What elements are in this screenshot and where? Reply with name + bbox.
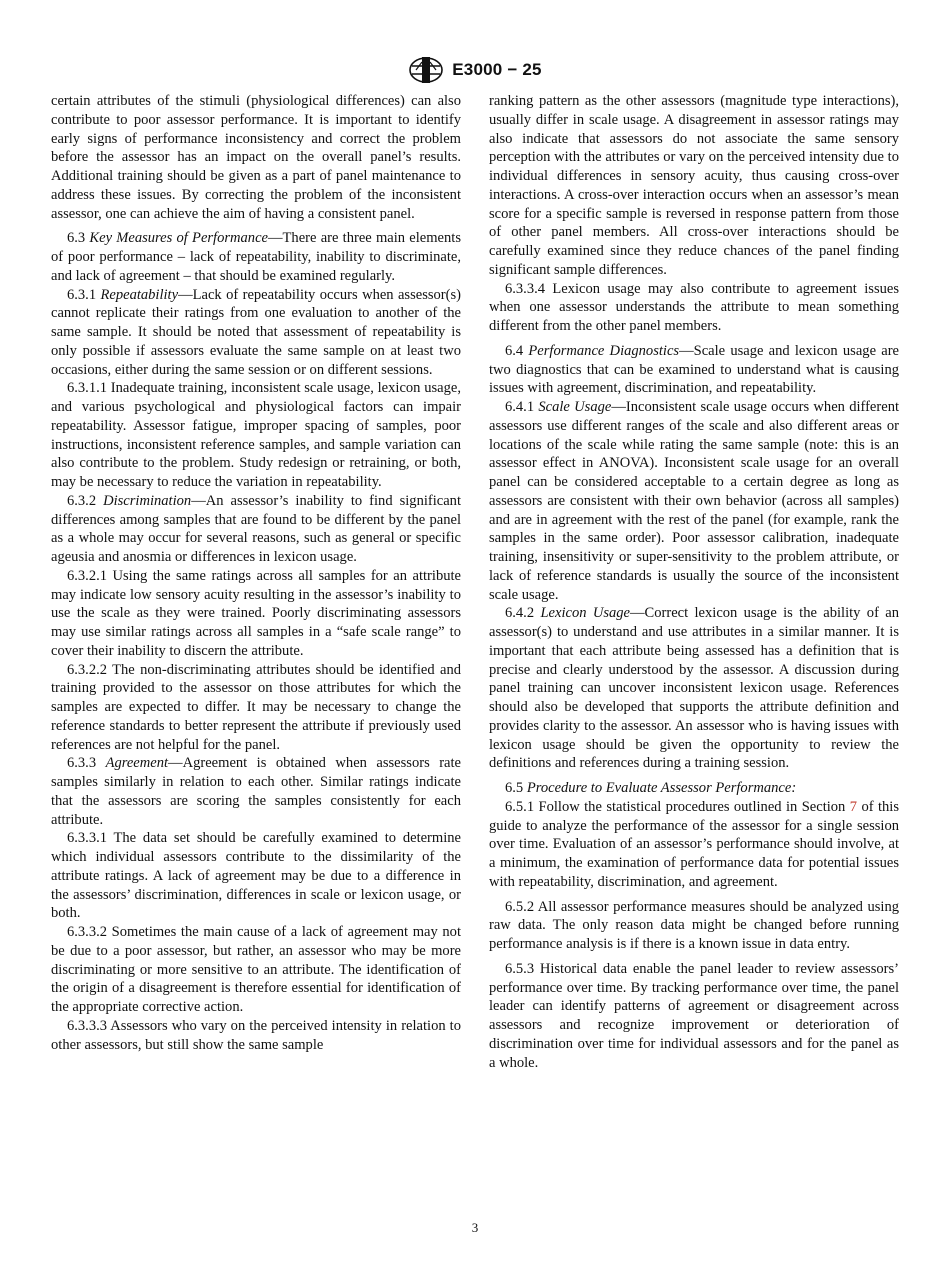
paragraph: 6.3.3.1 The data set should be carefully examined to determine which individual assessors contribute to the dissimilarity of the attribute ratings. A lack of agreement may be due to a difference in the assessors’ discrimination, differences in scale or lexicon usage, or both. bbox=[51, 830, 461, 922]
section-6-5-1 bbox=[489, 798, 899, 892]
section-6-5 bbox=[489, 779, 899, 798]
section-title: Discrimination bbox=[103, 492, 192, 509]
right-column bbox=[489, 92, 899, 1072]
section-6-3-2 bbox=[51, 492, 461, 567]
section-title: Lexicon Usage bbox=[540, 605, 630, 622]
section-6-4-1 bbox=[489, 398, 899, 604]
section-title: Key Measures of Performance bbox=[89, 230, 268, 247]
section-text: 6.5.1 Follow the statistical procedures outlined in Section bbox=[505, 798, 850, 815]
paragraph: 6.5.2 All assessor performance measures should be analyzed using raw data. The only reason data might be changed before running performance analysis is if there is a known issue in data entry. bbox=[489, 898, 899, 952]
section-number: 6.3 bbox=[67, 230, 86, 247]
paragraph: 6.3.3.2 Sometimes the main cause of a lack of agreement may not be due to a poor assessor, but rather, an assessor who may be more discriminating or more sensitive to an attribute. The identification of the origin of a disagreement is therefore essential for identification of the appropriate corrective action. bbox=[51, 924, 461, 1015]
section-text: —An assessor’s inability to find significant differences among samples that are found to be different by the panel as a whole may occur for several reasons, such as general or specific ageusia and anosmia or differences in lexicon usage. bbox=[51, 492, 461, 565]
section-title: Scale Usage bbox=[538, 399, 612, 415]
left-column bbox=[51, 92, 461, 1054]
section-title: Repeatability bbox=[100, 286, 179, 303]
paragraph: 6.3.2.2 The non-discriminating attributes should be identified and training provided to the assessor on those attributes for which the samples are expected to differ. It may be necessary to change the reference standards to better represent the attribute if previously used references are not helpful for the panel. bbox=[51, 661, 461, 753]
section-title: Agreement bbox=[105, 755, 169, 772]
section-text: —Inconsistent scale usage occurs when different assessors use different ranges of the scale and also different areas or locations of the scale while rating the same sample (note: this is an assessor effect in ANOVA). Inconsistent scale usage for an overall panel can be considered acceptable to a certain degree as long as assessors are consistent with their own behavior (across all samples) and are in agreement with the rest of the panel (for example, rank the samples in the same order). Poor assessor calibration, inadequate training, insensitivity or super-sensitivity to the problem attribute, or lack of reference standards is usually the source of the inconsistent scale usage. bbox=[489, 399, 900, 603]
section-6-3 bbox=[51, 229, 461, 285]
section-6-4-2 bbox=[489, 604, 899, 773]
section-text: —Lack of repeatability occurs when assessor(s) cannot replicate their ratings from one evaluation to another of the same sample. It should be noted that assessment of repeatability is only possible if assessors evaluate the same sample on at least two occasions, either during the same session or on different sessions. bbox=[51, 286, 461, 378]
section-title: Procedure to Evaluate Assessor Performance: bbox=[526, 780, 797, 796]
section-text: —Correct lexicon usage is the ability of an assessor(s) to understand and use attributes in a similar manner. It is important that each attribute being assessed has a definition that is precise and clearly understood by the assessor. A discussion during panel training can uncover inconsistent lexicon usage. References should also be developed that supports the attribute definition and provides clarity to the assessor. An assessor who is having issues with lexicon usage should be given the opportunity to review the definitions and references during a training session. bbox=[489, 605, 899, 772]
paragraph: ranking pattern as the other assessors (magnitude type interactions), usually differ in scale usage. A disagreement in assessor ratings may also indicate that assessors do not associate the same sensory perception with the attributes or vary on the perceived intensity due to individual differences in sensory acuity, thus causing cross-over interactions. A cross-over interaction occurs when an assessor’s mean score for a specific sample is reversed in response pattern from those of other panel members. All cross-over interactions should be carefully examined since they reduce chances of the panel finding significant sample differences. bbox=[489, 93, 899, 278]
section-number: 6.4 bbox=[505, 342, 524, 359]
section-number: 6.5 bbox=[505, 780, 524, 796]
paragraph: 6.3.2.1 Using the same ratings across all samples for an attribute may indicate low sensory acuity resulting in the assessor’s inability to use the scale as they were trained. Poorly discriminating assessors may use similar ratings across all samples in a “safe scale range” to cover their inability to discern the attribute. bbox=[51, 567, 461, 659]
paragraph: 6.3.1.1 Inadequate training, inconsistent scale usage, lexicon usage, and various psychological and physiological factors can impair repeatability. Assessor fatigue, improper spacing of samples, poor instructions, inconsistent reference samples, and sample variation can also contribute to the problem. Study redesign or retraining, or both, may be necessary to reduce the variation in repeatability. bbox=[51, 380, 461, 490]
section-number: 6.3.1 bbox=[67, 286, 97, 303]
section-number: 6.3.3 bbox=[67, 755, 97, 772]
standard-designation: E3000 − 25 bbox=[452, 60, 542, 79]
section-number: 6.4.1 bbox=[505, 399, 535, 415]
paragraph: 6.3.3.3 Assessors who vary on the perceived intensity in relation to other assessors, but still show the same sample bbox=[51, 1017, 461, 1053]
section-number: 6.3.2 bbox=[67, 492, 97, 509]
section-text: —Agreement is obtained when assessors rate samples similarly in relation to each other. Similar ratings indicate that the assessors are scoring the samples consistently for each attribute. bbox=[51, 755, 461, 828]
paragraph: 6.5.3 Historical data enable the panel leader to review assessors’ performance over time. By tracking performance over time, the panel leader can identify patterns of agreement or disagreement across assessors and recognize improvement or deterioration of discrimination over time for individual assessors and for the panel as a whole. bbox=[489, 960, 899, 1071]
section-6-4 bbox=[489, 342, 899, 398]
section-text: —Scale usage and lexicon usage are two diagnostics that can be examined to understand what is causing issues with agreement, discrimination, and repeatability. bbox=[489, 342, 899, 397]
section-7-link[interactable]: 7 bbox=[849, 798, 858, 815]
section-6-3-3 bbox=[51, 754, 461, 829]
page-number: 3 bbox=[471, 1220, 479, 1235]
astm-logo-icon bbox=[408, 56, 444, 84]
paragraph: 6.3.3.4 Lexicon usage may also contribute to agreement issues when one assessor understands the attribute to mean something different from the other panel members. bbox=[489, 280, 899, 334]
page-header bbox=[0, 56, 950, 84]
section-text: —There are three main elements of poor performance – lack of repeatability, inability to discriminate, and lack of agreement – that should be examined regularly. bbox=[51, 230, 461, 284]
paragraph: certain attributes of the stimuli (physiological differences) can also contribute to poor assessor performance. It is important to identify early signs of performance inconsistency and correct the problem before the assessor has an impact on the overall panel’s results. Additional training should be given as a part of panel maintenance to address these issues. By correcting the problem of the inconsistent assessor, one can achieve the aim of having a consistent panel. bbox=[51, 93, 461, 222]
section-text: of this guide to analyze the performance of the assessor for a single session over time. Evaluation of an assessor’s performance should involve, at a minimum, the examination of performance data for potential issues with repeatability, discrimination, and agreement. bbox=[489, 798, 899, 890]
section-title: Performance Diagnostics bbox=[528, 342, 680, 359]
section-6-3-1 bbox=[51, 286, 461, 380]
section-number: 6.4.2 bbox=[505, 605, 535, 622]
